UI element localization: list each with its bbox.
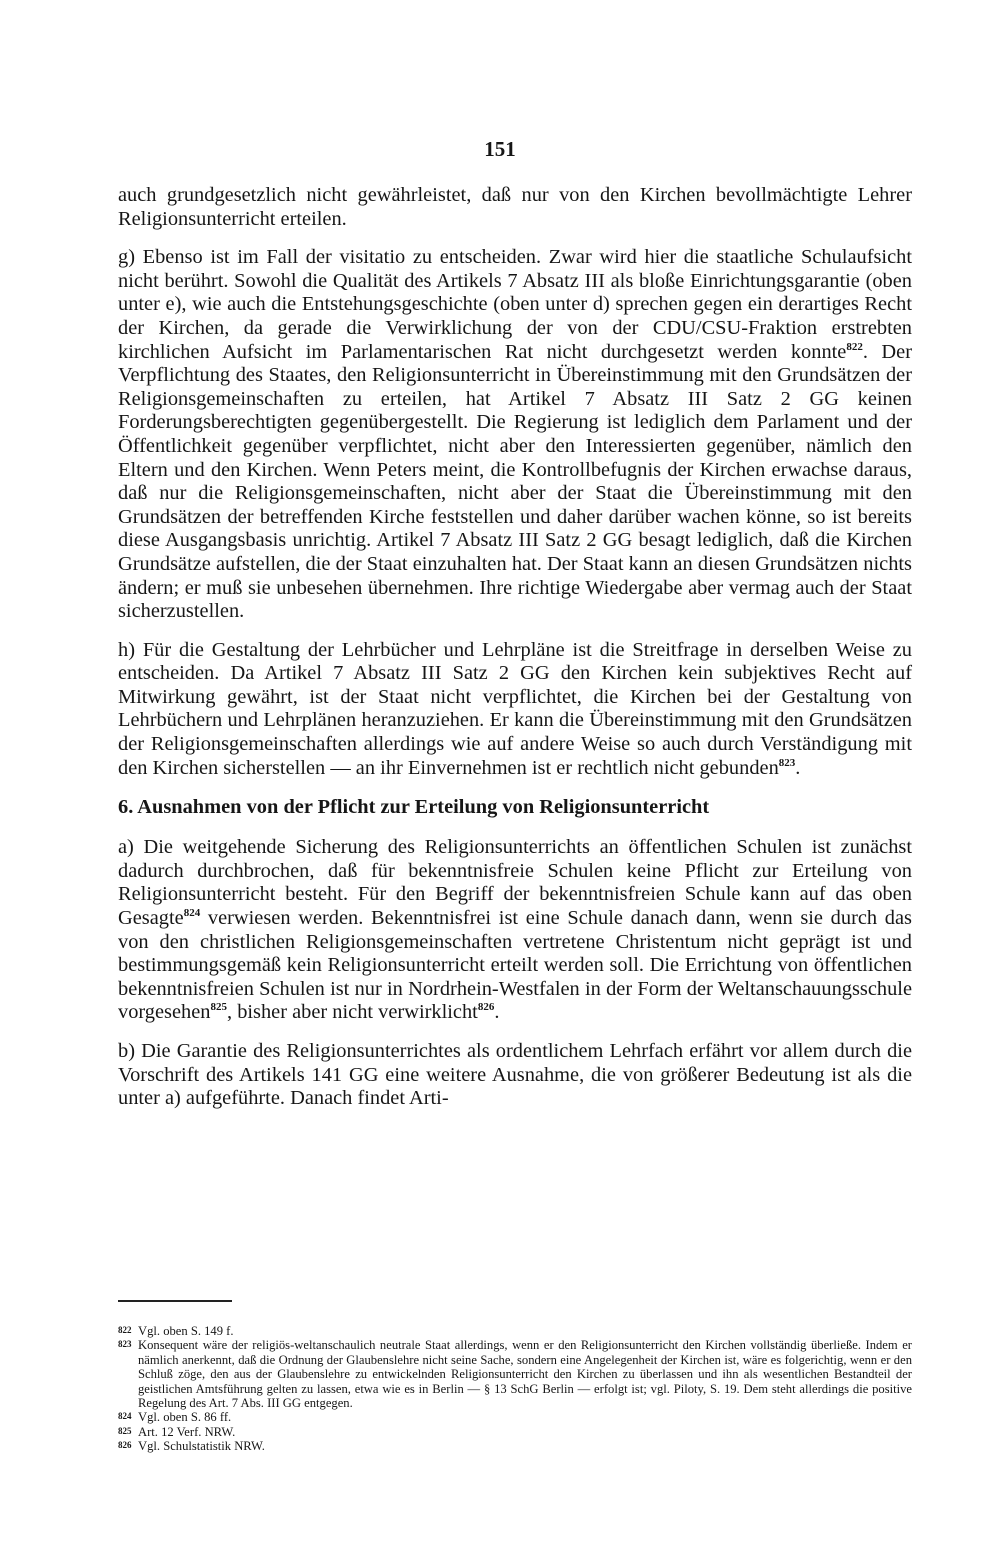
footnote-number: 825 [118, 1425, 132, 1436]
footnote-text: Art. 12 Verf. NRW. [138, 1424, 236, 1439]
footnote-number: 826 [118, 1440, 132, 1451]
footnote-item [118, 1410, 912, 1424]
footnote-divider [118, 1300, 232, 1302]
footnotes [118, 1324, 912, 1454]
paragraph-text: g) Ebenso ist im Fall der visitatio zu entscheiden. Zwar wird hier die staatliche Schulaufsicht nicht berührt. Sowohl die Qualität des Artikels 7 Absatz III als bloße Einrichtungsgarantie (oben unter e), wie auch die Entstehungsgeschichte (oben unter d) sprechen gegen ein derartiges Recht der Kirchen, da gerade die Verwirklichung der von der CDU/CSU-Fraktion erstrebten kirchlichen Aufsicht im Parlamentarischen Rat nicht durchgesetzt werden konnte [118, 246, 912, 363]
paragraph-text: , bisher aber nicht verwirklicht [227, 1001, 478, 1024]
page-number: 151 [484, 137, 516, 161]
footnote-text: Vgl. Schulstatistik NRW. [138, 1439, 265, 1454]
footnote-ref[interactable]: 825 [210, 1001, 227, 1014]
paragraph-text: auch grundgesetzlich nicht gewährleistet, daß nur von den Kirchen bevollmächtigte Lehrer Religionsunterricht erteilen. [118, 184, 912, 230]
footnote-text: Vgl. oben S. 86 ff. [138, 1410, 232, 1425]
paragraph-text: a) Die weitgehende Sicherung des Religionsunterrichts an öffentlichen Schulen ist zunächst dadurch durchbrochen, daß für bekenntnisfreie Schulen keine Pflicht zur Erteilung von Religionsunterricht besteht. Für den Begriff der bekenntnisfreien Schule kann auf das oben Gesagte [118, 836, 912, 930]
footnote-item [118, 1338, 912, 1410]
footnote-text: Vgl. oben S. 149 f. [138, 1324, 234, 1338]
paragraph-p-b [118, 1040, 912, 1111]
footnote-number: 824 [118, 1411, 132, 1422]
footnote-number: 823 [118, 1339, 132, 1350]
paragraph-text: verwiesen werden. Bekenntnisfrei ist eine Schule danach dann, wenn sie durch das von den christlichen Religionsgemeinschaften vertretene Christentum nicht geprägt ist und bestimmungsgemäß kein Religionsunterricht erteilt werden soll. Die Errichtung von öffentlichen bekenntnisfreien Schulen ist nur in Nordrhein-Westfalen in der Form der Weltanschauungsschule vorgesehen [118, 907, 912, 1024]
footnote-ref[interactable]: 824 [183, 907, 201, 920]
paragraph-text: b) Die Garantie des Religionsunterrichtes als ordentlichem Lehrfach erfährt vor allem durch die Vorschrift des Artikels 141 GG eine weitere Ausnahme, die von größerer Bedeutung ist als die unter a) aufgeführte. Danach findet Arti- [118, 1040, 912, 1110]
paragraph-p-a [118, 836, 912, 1025]
footnote-number: 822 [118, 1325, 132, 1335]
paragraph-text: h) Für die Gestaltung der Lehrbücher und Lehrpläne ist die Streitfrage in derselben Weise zu entscheiden. Da Artikel 7 Absatz III Satz 2 GG den Kirchen kein subjektives Recht auf Mitwirkung gewährt, ist der Staat nicht verpflichtet, die Kirchen bei der Gestaltung von Lehrbüchern und Lehrplänen heranzuziehen. Er kann die Übereinstimmung mit den Grundsätzen der Religionsgemeinschaften allerdings wie auf andere Weise so auch durch Verständigung mit den Kirchen sicherstellen — an ihr Einvernehmen ist er rechtlich nicht gebunden [118, 638, 912, 779]
footnote-ref[interactable]: 823 [778, 756, 796, 769]
paragraph-p-h [118, 639, 912, 781]
footnote-item [118, 1324, 912, 1338]
paragraph-text: . [795, 756, 801, 779]
footnote-item [118, 1425, 912, 1439]
paragraph-group-main [118, 184, 912, 780]
paragraph-text: . Der Verpflichtung des Staates, den Religionsunterricht in Übereinstimmung mit den Grundsätzen der Religionsgemeinschaften zu erteilen, hat Artikel 7 Absatz III Satz 2 GG keinen Forderungsberechtigten gegenübergestellt. Die Regierung ist lediglich dem Parlament und der Öffentlichkeit gegenüber verpflichtet, nicht aber den Interessierten gegenüber, nämlich den Eltern und den Kirchen. Wenn Peters meint, die Kontrollbefugnis der Kirchen erwachse daraus, daß nur die Religionsgemeinschaften, nicht aber der Staat die Übereinstimmung mit den Grundsätzen der betreffenden Kirche feststellen und daher darüber wachen könne, so ist bereits diese Ausgangsbasis unrichtig. Artikel 7 Absatz III Satz 2 GG besagt lediglich, daß die Kirchen Grundsätze aufstellen, die der Staat einzuhalten hat. Der Staat kann an diesen Grundsätzen nichts ändern; er muß sie unbesehen übernehmen. Ihre richtige Wiedergabe aber vermag auch der Staat sicherzustellen. [118, 340, 912, 623]
footnote-ref[interactable]: 826 [477, 1001, 495, 1014]
section-heading: 6. Ausnahmen von der Pflicht zur Erteilung von Religionsunterricht [118, 796, 710, 819]
footnote-item [118, 1439, 912, 1453]
paragraph-text: . [494, 1001, 500, 1024]
paragraph-p-g [118, 246, 912, 624]
body-text [118, 184, 912, 1111]
paragraph-p-intro [118, 184, 912, 231]
footnote-ref[interactable]: 822 [846, 340, 863, 353]
paragraph-group-section [118, 836, 912, 1111]
footnote-text: Konsequent wäre der religiös-weltanschaulich neutrale Staat allerdings, wenn er den Religionsunterricht den Kirchen vollständig überließe. Indem er nämlich anerkennt, daß die Ordnung der Glaubenslehre nicht seine Sache, sondern eine Angelegenheit der Kirchen ist, wäre es folgerichtig, wenn er den Schluß zöge, den aus der Glaubenslehre zu entwickelnden Religionsunterricht den Kirchen zu überlassen und ihn als wesentlichen Bestandteil der geistlichen Amtsführung gelten zu lassen, etwa wie es in Berlin — § 13 SchG Berlin — erfolgt ist; vgl. Piloty, S. 19. Dem steht allerdings die positive Regelung des Art. 7 Abs. III GG entgegen. [138, 1338, 912, 1411]
